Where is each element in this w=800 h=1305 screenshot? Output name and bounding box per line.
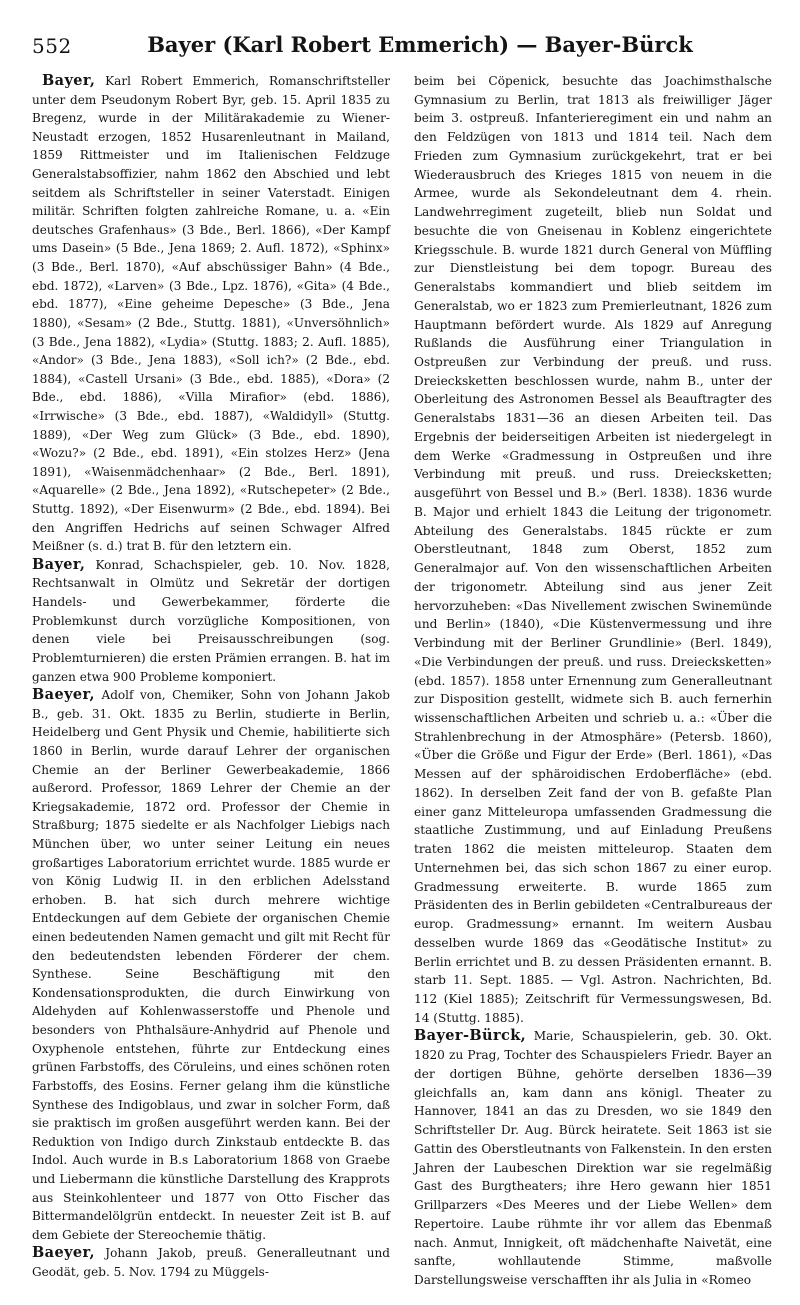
- entry-baeyer-adolf: [32, 686, 390, 1244]
- entry-headword: Bayer,: [32, 555, 86, 573]
- page-number: 552: [32, 34, 72, 58]
- right-column: [414, 72, 772, 1290]
- entry-text: Johann Jakob, preuß. Generalleutnant und Geodät, geb. 5. Nov. 1794 zu Müggels-: [32, 1246, 390, 1279]
- entry-text: Konrad, Schachspieler, geb. 10. Nov. 1828, Rechtsanwalt in Olmütz und Sekretär der dortigen Handels- und Gewerbekammer, förderte die Problemkunst durch vorzügliche Kompositionen, von denen viele bei Preisausschreibungen (sog. Problemturnieren) die ersten Prämien errangen. B. hat im ganzen etwa 900 Probleme komponiert.: [32, 557, 390, 684]
- entry-headword: Bayer,: [42, 72, 96, 89]
- running-title: Bayer (Karl Robert Emmerich) — Bayer-Bürck: [147, 32, 693, 57]
- entry-bayer-karl-robert: [32, 72, 390, 556]
- left-column: [32, 72, 390, 1282]
- page-header: [30, 30, 770, 60]
- entry-headword: Bayer-Bürck,: [414, 1027, 527, 1045]
- entry-bayer-konrad: [32, 556, 390, 686]
- entry-headword: Baeyer,: [32, 1244, 95, 1262]
- entry-headword: Baeyer,: [32, 686, 95, 704]
- entry-text: Marie, Schauspielerin, geb. 30. Okt. 1820 zu Prag, Tochter des Schauspielers Friedr. Bayer an der dortigen Bühne, gehörte derselben 1836—39 gleichfalls an, kam dann ans königl. Theater zu Hannover, 1841 an das zu Dresden, wo sie 1849 den Schriftsteller Dr. Aug. Bürck heiratete. Seit 1863 ist sie Gattin des Oberstleutnants von Falkenstein. In den ersten Jahren der Laubeschen Direktion war sie regelmäßig Gast des Burgtheaters; ihre Hero gewann hier 1851 Grillparzers «Des Meeres und der Liebe Wellen» dem Repertoire. Laube rühmte ihr vor allem das Ebenmaß nach. Anmut, Innigkeit, oft mädchenhafte Naivetät, eine sanfte, wohllautende Stimme, maßvolle Darstellungsweise verschafften ihr als Julia in «Romeo: [414, 1029, 772, 1287]
- entry-baeyer-johann-jakob: [32, 1244, 390, 1281]
- entry-bayer-buerck: [414, 1027, 772, 1289]
- entry-text: Adolf von, Chemiker, Sohn von Johann Jakob B., geb. 31. Okt. 1835 zu Berlin, studierte in Berlin, Heidelberg und Gent Physik und Chemie, habilitierte sich 1860 in Berlin, wurde darauf Lehrer der organischen Chemie an der Berliner Gewerbeakademie, 1866 außerord. Professor, 1869 Lehrer der Chemie an der Kriegsakademie, 1872 ord. Professor der Chemie in Straßburg; 1875 siedelte er als Nachfolger Liebigs nach München über, wo unter seiner Leitung ein neues großartiges Laboratorium errichtet wurde. 1885 wurde er von König Ludwig II. in den erblichen Adelsstand erhoben. B. hat sich durch mehrere wichtige Entdeckungen auf dem Gebiete der organischen Chemie einen bedeutenden Namen gemacht und gilt mit Recht für den bedeutendsten lebenden Förderer der chem. Synthese. Seine Beschäftigung mit den Kondensationsprodukten, die durch Einwirkung von Aldehyden auf Kohlenwasserstoffe und Phenole und besonders von Phthalsäure-Anhydrid auf Phenole und Oxyphenole entstehen, führte zur Entdeckung eines grünen Farbstoffs, des Cöruleins, und eines schönen roten Farbstoffs, des Eosins. Ferner gelang ihm die künstliche Synthese des Indigoblaus, und zwar in solcher Form, daß sie praktisch im großen ausgeführt werden kann. Bei der Reduktion von Indigo durch Zinkstaub entdeckte B. das Indol. Auch wurde in B.s Laboratorium 1868 von Graebe und Liebermann die künstliche Darstellung des Krapprots aus Steinkohlenteer und 1877 von Otto Fischer das Bittermandelölgrün entdeckt. In neuester Zeit ist B. auf dem Gebiete der Stereochemie thätig.: [32, 688, 390, 1242]
- entry-text: Karl Robert Emmerich, Romanschriftsteller unter dem Pseudonym Robert Byr, geb. 15. April 1835 zu Bregenz, wurde in der Militärakademie zu Wiener-Neustadt erzogen, 1852 Husarenleutnant in Mailand, 1859 Rittmeister und im Italienischen Feldzuge Generalstabsoffizier, nahm 1862 den Abschied und lebt seitdem als Schriftsteller in seiner Vaterstadt. Einigen militär. Schriften folgten zahlreiche Romane, u. a. «Ein deutsches Grafenhaus» (3 Bde., Berl. 1866), «Der Kampf ums Dasein» (5 Bde., Jena 1869; 2. Aufl. 1872), «Sphinx» (3 Bde., Berl. 1870), «Auf abschüssiger Bahn» (4 Bde., ebd. 1872), «Larven» (3 Bde., Lpz. 1876), «Gita» (4 Bde., ebd. 1877), «Eine geheime Depesche» (3 Bde., Jena 1880), «Sesam» (2 Bde., Stuttg. 1881), «Unversöhnlich» (3 Bde., Jena 1882), «Lydia» (Stuttg. 1883; 2. Aufl. 1885), «Andor» (3 Bde., Jena 1883), «Soll ich?» (2 Bde., ebd. 1884), «Castell Ursani» (3 Bde., ebd. 1885), «Dora» (2 Bde., ebd. 1886), «Villa Mirafior» (ebd. 1886), «Irrwische» (3 Bde., ebd. 1887), «Waldidyll» (Stuttg. 1889), «Der Weg zum Glück» (3 Bde., ebd. 1890), «Wozu?» (2 Bde., ebd. 1891), «Ein stolzes Herz» (Jena 1891), «Waisenmädchenhaar» (2 Bde., Berl. 1891), «Aquarelle» (2 Bde., Jena 1892), «Rutschepeter» (2 Bde., Stuttg. 1892), «Der Eisenwurm» (2 Bde., ebd. 1894). Bei den Angriffen Hedrichs auf seinen Schwager Alfred Meißner (s. d.) trat B. für den letztern ein.: [32, 74, 390, 554]
- entry-continuation: beim bei Cöpenick, besuchte das Joachimsthalsche Gymnasium zu Berlin, trat 1813 als freiwilliger Jäger beim 3. ostpreuß. Infanterieregiment ein und nahm an den Feldzügen von 1813 und 1814 teil. Nach dem Frieden zum Gymnasium zurückgekehrt, trat er bei Wiederausbruch des Krieges 1815 von neuem in die Armee, wurde als Sekondeleutnant dem 4. rhein. Landwehrregiment zugeteilt, blieb nun Soldat und besuchte die von Gneisenau in Koblenz eingerichtete Kriegsschule. B. wurde 1821 durch General von Müffling zur Dienstleistung bei dem topogr. Bureau des Generalstabs kommandiert und blieb seitdem im Generalstab, wo er 1823 zum Premierleutnant, 1826 zum Hauptmann befördert wurde. Als 1829 auf Anregung Rußlands die Ausführung einer Triangulation in Ostpreußen zur Verbindung der preuß. und russ. Dreiecksketten beschlossen wurde, nahm B., unter der Oberleitung des Astronomen Bessel als Beauftragter des Generalstabs 1831—36 an diesen Arbeiten teil. Das Ergebnis der beiderseitigen Arbeiten ist niedergelegt in dem Werke «Gradmessung in Ostpreußen und ihre Verbindung mit preuß. und russ. Dreiecksketten; ausgeführt von Bessel und B.» (Berl. 1838). 1836 wurde B. Major und erhielt 1843 die Leitung der trigonometr. Abteilung des Generalstabs. 1845 rückte er zum Oberstleutnant, 1848 zum Oberst, 1852 zum Generalmajor auf. Von den wissenschaftlichen Arbeiten der trigonometr. Abteilung sind aus jener Zeit hervorzuheben: «Das Nivellement zwischen Swinemünde und Berlin» (1840), «Die Küstenvermessung und ihre Verbindung mit der Berliner Grundlinie» (Berl. 1849), «Die Verbindungen der preuß. und russ. Dreiecksketten» (ebd. 1857). 1858 unter Ernennung zum Generalleutnant zur Disposition gestellt, widmete sich B. auch fernerhin wissenschaftlichen Arbeiten und schrieb u. a.: «Über die Strahlenbrechung in der Atmosphäre» (Petersb. 1860), «Über die Größe und Figur der Erde» (Berl. 1861), «Das Messen auf der sphäroidischen Erdoberfläche» (ebd. 1862). In derselben Zeit fand der von B. gefaßte Plan einer ganz Mitteleuropa umfassenden Gradmessung die staatliche Zustimmung, und auf Einladung Preußens traten 1862 die meisten mitteleurop. Staaten dem Unternehmen bei, das sich schon 1867 zu einer europ. Gradmessung erweiterte. B. wurde 1865 zum Präsidenten des in Berlin gebildeten «Centralbureaus der europ. Gradmessung» ernannt. Im weitern Ausbau desselben wurde 1869 das «Geodätische Institut» zu Berlin errichtet und B. zu dessen Präsidenten ernannt. B. starb 11. Sept. 1885. — Vgl. Astron. Nachrichten, Bd. 112 (Kiel 1885); Zeitschrift für Vermessungswesen, Bd. 14 (Stuttg. 1885).: [414, 74, 772, 1025]
